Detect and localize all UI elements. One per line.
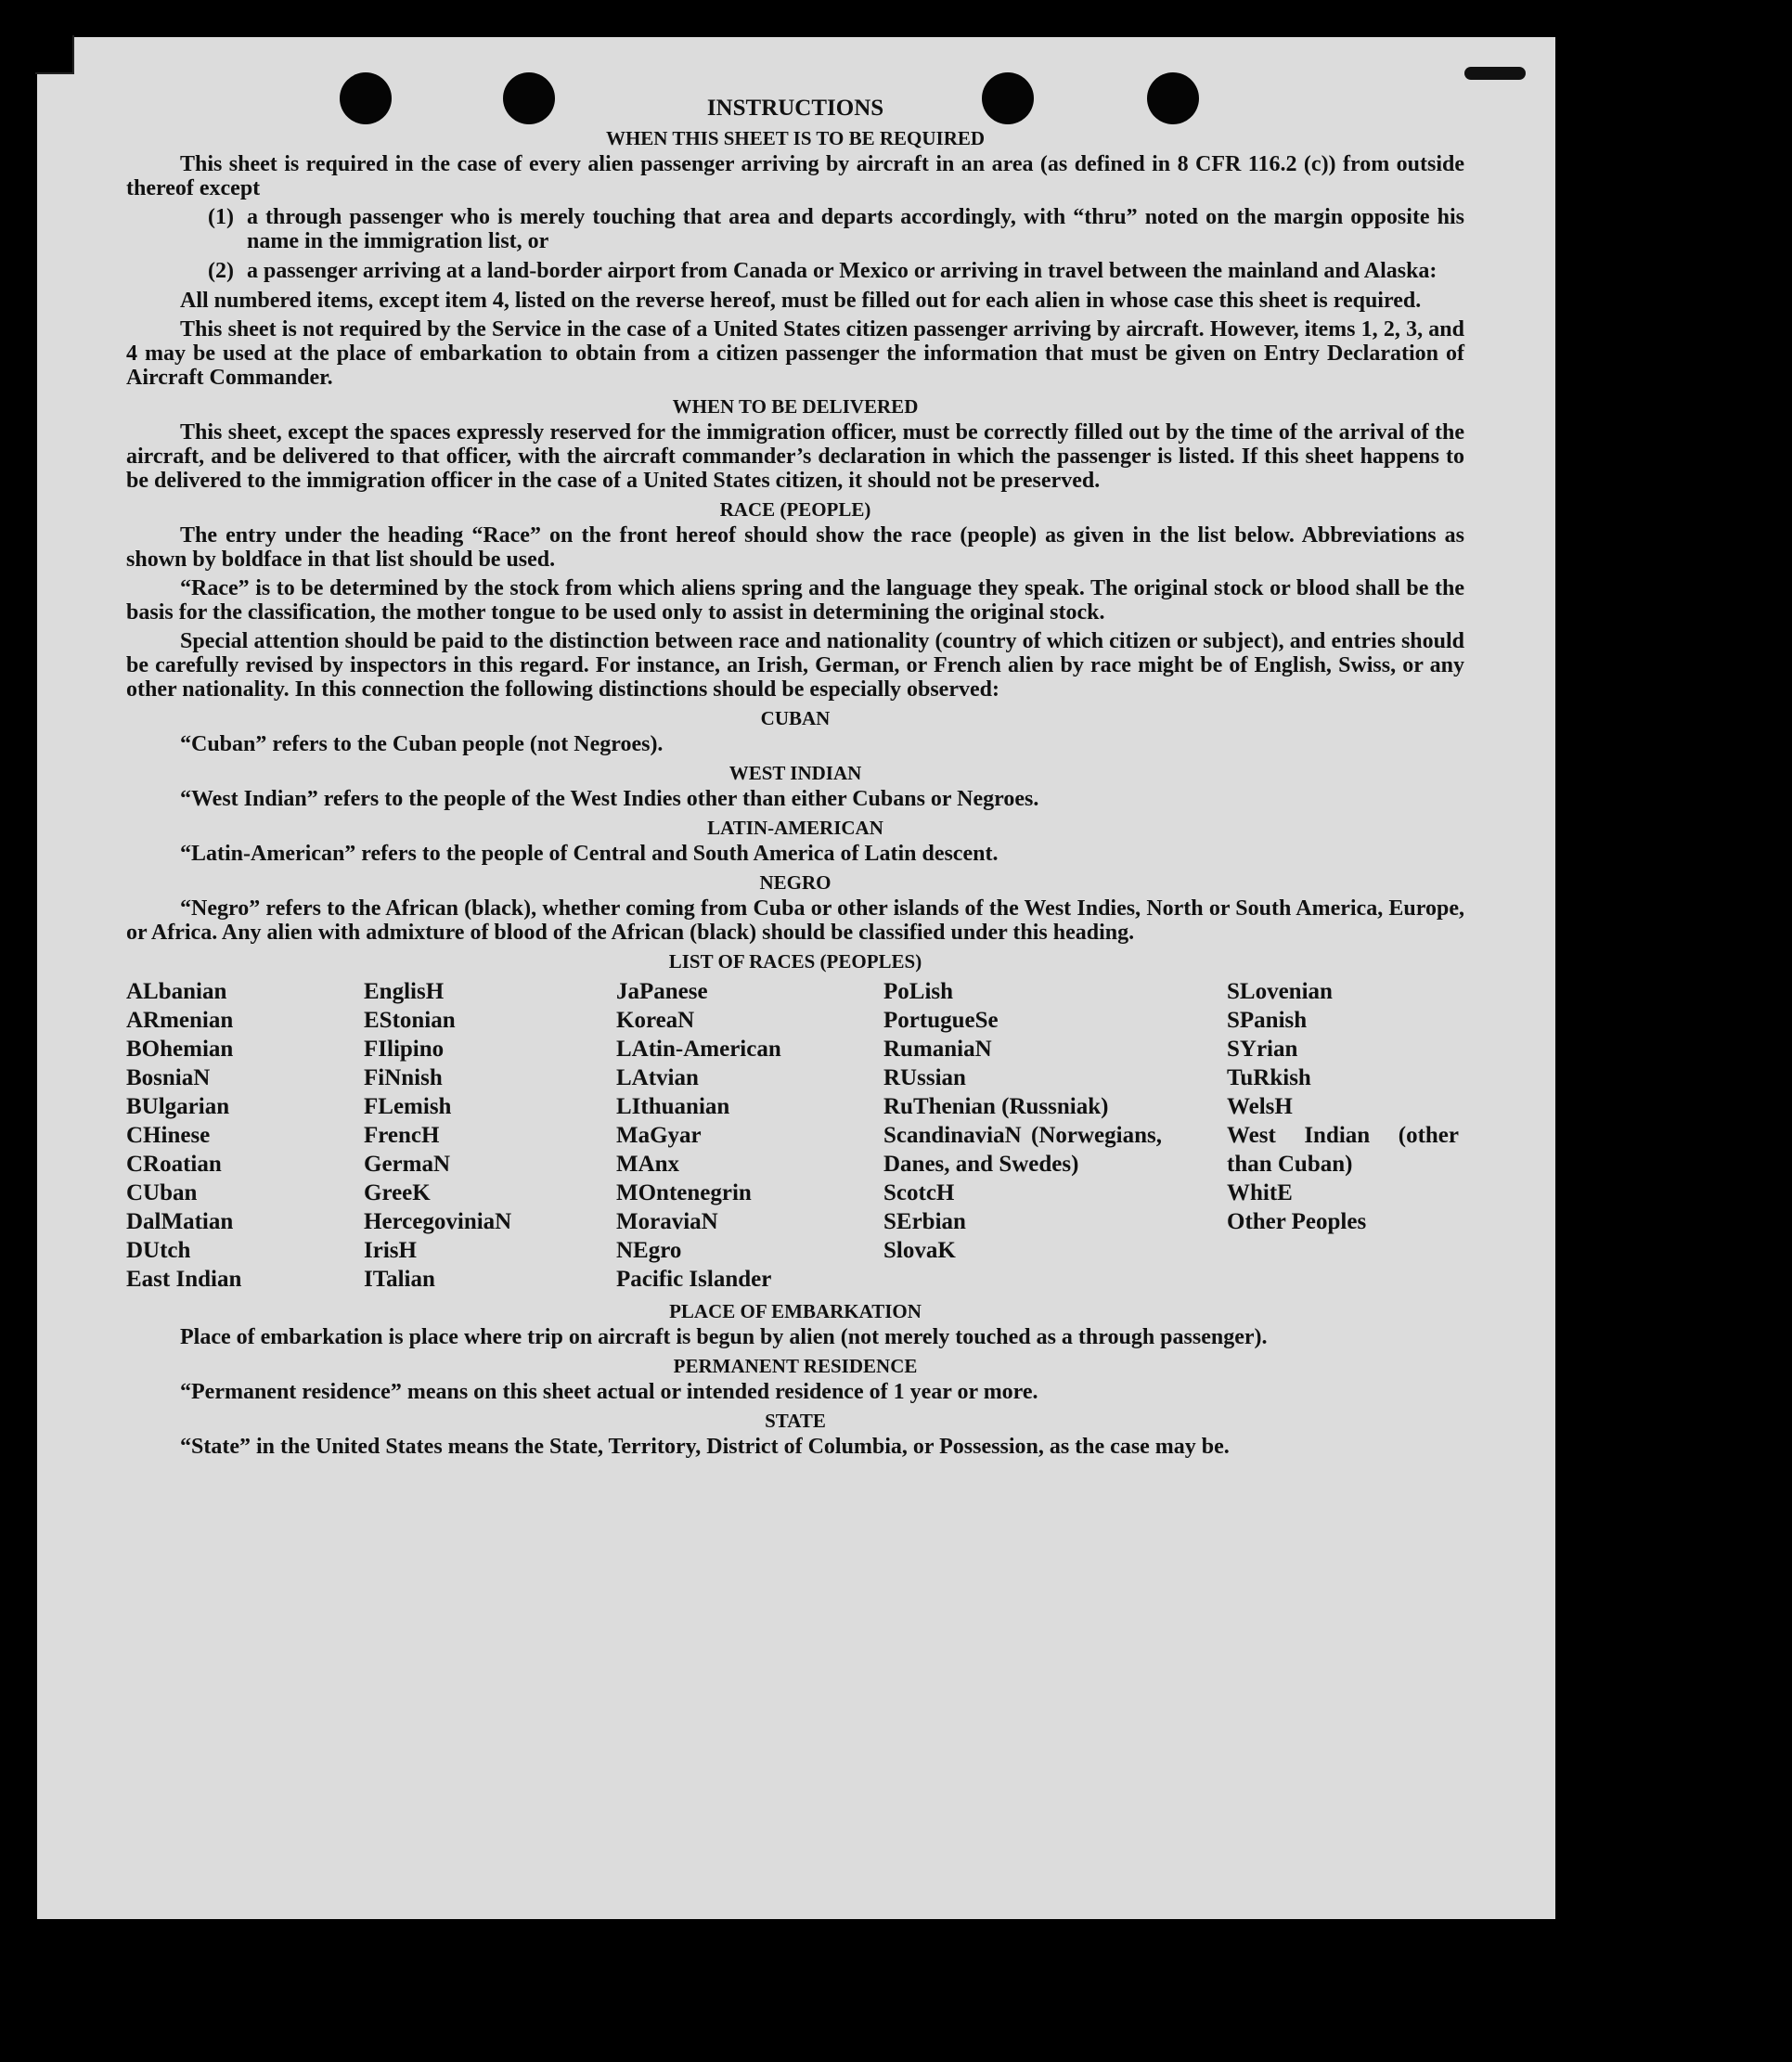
race-entry: LIthuanian bbox=[616, 1094, 730, 1119]
section-heading: STATE bbox=[765, 1410, 826, 1432]
race-column bbox=[126, 977, 364, 1294]
race-entry: BOhemian bbox=[126, 1037, 234, 1062]
race-entry: FIlipino bbox=[364, 1037, 445, 1062]
race-entry: EStonian bbox=[364, 1008, 456, 1033]
race-entry: KoreaN bbox=[616, 1008, 695, 1033]
race-entry: WelsH bbox=[1227, 1094, 1293, 1119]
definition: “Negro” refers to the African (black), whether coming from Cuba or other islands of the West Indies, North or South America, Europe, or Africa. Any alien with admixture of blood of the African (black) should be classified under this heading. bbox=[126, 896, 1464, 945]
race-entry: CHinese bbox=[126, 1123, 211, 1148]
punch-hole bbox=[1147, 72, 1199, 124]
paragraph: The entry under the heading “Race” on the front hereof should show the race (people) as given in the list below. Abbreviations as shown by boldface in that list should be used. bbox=[126, 523, 1464, 572]
paragraph: “Race” is to be determined by the stock from which aliens spring and the language they speak. The original stock or blood shall be the basis for the classification, the mother tongue to be used only to assist in determining the original stock. bbox=[126, 576, 1464, 625]
section-heading: WHEN THIS SHEET IS TO BE REQUIRED bbox=[605, 127, 986, 149]
race-entry: CUban bbox=[126, 1180, 198, 1205]
race-entry: ScandinaviaN (Norwegians, Danes, and Swedes) bbox=[883, 1123, 1162, 1177]
paragraph: “State” in the United States means the State, Territory, District of Columbia, or Possession, as the case may be. bbox=[180, 1435, 1230, 1459]
race-entry: ITalian bbox=[364, 1267, 435, 1292]
race-entry: BosniaN bbox=[126, 1065, 211, 1090]
race-entry: West Indian (other than Cuban) bbox=[1227, 1123, 1459, 1177]
race-entry: FLemish bbox=[364, 1094, 452, 1119]
race-entry: FiNnish bbox=[364, 1065, 443, 1090]
race-entry: MAnx bbox=[616, 1152, 680, 1177]
race-entry: SErbian bbox=[883, 1209, 966, 1234]
paragraph: Place of embarkation is place where trip on aircraft is begun by alien (not merely touched as a through passenger). bbox=[180, 1325, 1268, 1349]
race-entry: ARmenian bbox=[126, 1008, 234, 1033]
race-entry: GreeK bbox=[364, 1180, 431, 1205]
race-entry: East Indian bbox=[126, 1267, 242, 1292]
race-list bbox=[126, 977, 1464, 1294]
race-entry: RuThenian (Russniak) bbox=[883, 1094, 1109, 1119]
section-heading: WHEN TO BE DELIVERED bbox=[672, 395, 919, 418]
race-entry: NEgro bbox=[616, 1238, 682, 1263]
section-heading: PLACE OF EMBARKATION bbox=[669, 1300, 922, 1322]
race-entry: BUlgarian bbox=[126, 1094, 230, 1119]
definition: “Latin-American” refers to the people of Central and South America of Latin descent. bbox=[180, 842, 999, 866]
race-entry: RUssian bbox=[883, 1065, 966, 1090]
race-entry: SPanish bbox=[1227, 1008, 1308, 1033]
paragraph: This sheet, except the spaces expressly reserved for the immigration officer, must be correctly filled out by the time of the arrival of the aircraft, and be delivered to that officer, with the aircraft commander’s declaration in which the passenger is listed. If this sheet happens to be delivered to the immigration officer in the case of a United States citizen, it should not be preserved. bbox=[126, 420, 1464, 493]
race-column bbox=[364, 977, 616, 1294]
paragraph: This sheet is not required by the Service in the case of a United States citizen passenger arriving by aircraft. However, items 1, 2, 3, and 4 may be used at the place of embarkation to obtain from a citizen passenger the information that must be given on Entry Declaration of Aircraft Commander. bbox=[126, 317, 1464, 390]
section-heading: PERMANENT RESIDENCE bbox=[673, 1355, 918, 1377]
race-entry: IrisH bbox=[364, 1238, 417, 1263]
race-entry: SLovenian bbox=[1227, 979, 1333, 1004]
race-entry: PortugueSe bbox=[883, 1008, 999, 1033]
numbered-item bbox=[126, 205, 1464, 253]
race-entry: LAtvian bbox=[616, 1065, 699, 1090]
race-entry: ScotcH bbox=[883, 1180, 955, 1205]
race-column bbox=[1227, 977, 1459, 1294]
section-heading: RACE (PEOPLE) bbox=[719, 498, 871, 521]
race-column bbox=[883, 977, 1227, 1294]
section-heading: WEST INDIAN bbox=[728, 762, 862, 784]
folded-corner bbox=[35, 35, 74, 74]
race-entry: PoLish bbox=[883, 979, 954, 1004]
item-text: a passenger arriving at a land-border airport from Canada or Mexico or arriving in travel between the mainland and Alaska: bbox=[247, 259, 1437, 283]
race-entry: SlovaK bbox=[883, 1238, 956, 1263]
race-entry: TuRkish bbox=[1227, 1065, 1311, 1090]
race-column bbox=[616, 977, 883, 1294]
race-entry: SYrian bbox=[1227, 1037, 1298, 1062]
paragraph: This sheet is required in the case of every alien passenger arriving by aircraft in an area (as defined in 8 CFR 116.2 (c)) from outside thereof except bbox=[126, 152, 1464, 200]
section-heading: CUBAN bbox=[760, 707, 831, 729]
punch-hole bbox=[982, 72, 1034, 124]
section-heading: LATIN-AMERICAN bbox=[707, 817, 883, 839]
section-heading: LIST OF RACES (PEOPLES) bbox=[668, 950, 922, 973]
clip-mark bbox=[1464, 67, 1526, 80]
page-title: INSTRUCTIONS bbox=[706, 96, 884, 121]
item-number: (1) bbox=[208, 205, 234, 229]
race-entry: RumaniaN bbox=[883, 1037, 992, 1062]
punch-hole bbox=[503, 72, 555, 124]
race-entry: MaGyar bbox=[616, 1123, 702, 1148]
punch-hole bbox=[340, 72, 392, 124]
numbered-item bbox=[126, 259, 1464, 283]
race-entry: EnglisH bbox=[364, 979, 445, 1004]
race-entry: DUtch bbox=[126, 1238, 191, 1263]
race-entry: Other Peoples bbox=[1227, 1209, 1367, 1234]
race-entry: JaPanese bbox=[616, 979, 708, 1004]
paragraph: All numbered items, except item 4, listed on the reverse hereof, must be filled out for each alien in whose case this sheet is required. bbox=[180, 289, 1422, 313]
definition: “Cuban” refers to the Cuban people (not Negroes). bbox=[180, 732, 664, 756]
race-entry: Pacific Islander bbox=[616, 1267, 772, 1292]
race-entry: HercegoviniaN bbox=[364, 1209, 512, 1234]
paragraph: Special attention should be paid to the distinction between race and nationality (country of which citizen or subject), and entries should be carefully revised by inspectors in this regard. For instance, an Irish, German, or French alien by race might be of English, Swiss, or any other nationality. In this connection the following distinctions should be especially observed: bbox=[126, 629, 1464, 702]
race-entry: WhitE bbox=[1227, 1180, 1293, 1205]
section-heading: NEGRO bbox=[759, 871, 832, 894]
race-entry: LAtin-American bbox=[616, 1037, 781, 1062]
race-entry: MOntenegrin bbox=[616, 1180, 752, 1205]
race-entry: CRoatian bbox=[126, 1152, 222, 1177]
race-entry: MoraviaN bbox=[616, 1209, 718, 1234]
document-page bbox=[37, 37, 1555, 1919]
race-entry: ALbanian bbox=[126, 979, 227, 1004]
paragraph: “Permanent residence” means on this sheet actual or intended residence of 1 year or more. bbox=[180, 1380, 1038, 1404]
race-entry: DalMatian bbox=[126, 1209, 234, 1234]
item-text: a through passenger who is merely touching that area and departs accordingly, with “thru” noted on the margin opposite his name in the immigration list, or bbox=[247, 205, 1464, 253]
item-number: (2) bbox=[208, 259, 234, 283]
race-entry: GermaN bbox=[364, 1152, 451, 1177]
definition: “West Indian” refers to the people of the West Indies other than either Cubans or Negroes. bbox=[180, 787, 1039, 811]
race-entry: FrencH bbox=[364, 1123, 440, 1148]
